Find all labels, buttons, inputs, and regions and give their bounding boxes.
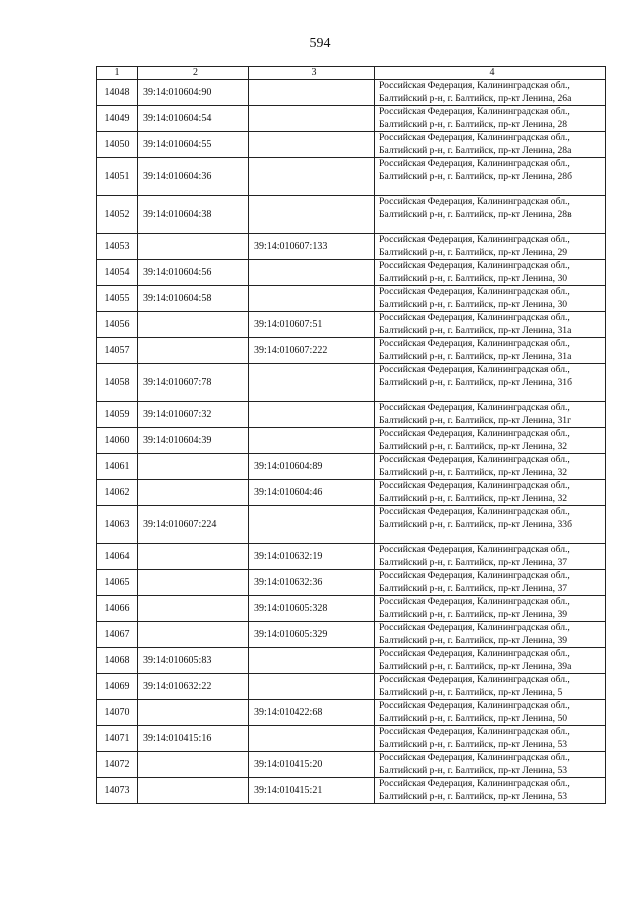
row-number: 14048 bbox=[97, 80, 138, 106]
address-cell: Российская Федерация, Калининградская обл., Балтийский р-н, г. Балтийск, пр-кт Ленина, 53 bbox=[375, 752, 606, 778]
cadastral-number: 39:14:010632:22 bbox=[138, 674, 249, 700]
cadastral-number bbox=[138, 596, 249, 622]
address-cell: Российская Федерация, Калининградская обл., Балтийский р-н, г. Балтийск, пр-кт Ленина, 37 bbox=[375, 570, 606, 596]
address-cell: Российская Федерация, Калининградская обл., Балтийский р-н, г. Балтийск, пр-кт Ленина, 53 bbox=[375, 726, 606, 752]
table-row bbox=[97, 428, 606, 454]
cadastral-number bbox=[138, 312, 249, 338]
cadastral-number bbox=[138, 622, 249, 648]
cadastral-number: 39:14:010604:58 bbox=[138, 286, 249, 312]
building-cadastral-number: 39:14:010604:46 bbox=[249, 480, 375, 506]
address-cell: Российская Федерация, Калининградская обл., Балтийский р-н, г. Балтийск, пр-кт Ленина, 39 bbox=[375, 622, 606, 648]
table-row bbox=[97, 570, 606, 596]
building-cadastral-number bbox=[249, 260, 375, 286]
address-cell: Российская Федерация, Калининградская обл., Балтийский р-н, г. Балтийск, пр-кт Ленина, 26а bbox=[375, 80, 606, 106]
cadastral-number: 39:14:010607:224 bbox=[138, 506, 249, 544]
row-number: 14070 bbox=[97, 700, 138, 726]
table-row bbox=[97, 778, 606, 804]
cadastral-number bbox=[138, 544, 249, 570]
table-row bbox=[97, 480, 606, 506]
building-cadastral-number: 39:14:010415:20 bbox=[249, 752, 375, 778]
cadastral-number: 39:14:010604:38 bbox=[138, 196, 249, 234]
row-number: 14062 bbox=[97, 480, 138, 506]
cadastral-number: 39:14:010604:90 bbox=[138, 80, 249, 106]
address-cell: Российская Федерация, Калининградская обл., Балтийский р-н, г. Балтийск, пр-кт Ленина, 32 bbox=[375, 480, 606, 506]
building-cadastral-number bbox=[249, 80, 375, 106]
table-row bbox=[97, 726, 606, 752]
row-number: 14052 bbox=[97, 196, 138, 234]
address-cell: Российская Федерация, Калининградская обл., Балтийский р-н, г. Балтийск, пр-кт Ленина, 37 bbox=[375, 544, 606, 570]
cadastral-number: 39:14:010604:54 bbox=[138, 106, 249, 132]
address-cell: Российская Федерация, Калининградская обл., Балтийский р-н, г. Балтийск, пр-кт Ленина, 30 bbox=[375, 286, 606, 312]
address-cell: Российская Федерация, Калининградская обл., Балтийский р-н, г. Балтийск, пр-кт Ленина, 32 bbox=[375, 454, 606, 480]
row-number: 14057 bbox=[97, 338, 138, 364]
address-cell: Российская Федерация, Калининградская обл., Балтийский р-н, г. Балтийск, пр-кт Ленина, 50 bbox=[375, 700, 606, 726]
table-body bbox=[97, 80, 606, 804]
building-cadastral-number bbox=[249, 196, 375, 234]
table-row bbox=[97, 338, 606, 364]
building-cadastral-number: 39:14:010632:19 bbox=[249, 544, 375, 570]
address-cell: Российская Федерация, Калининградская обл., Балтийский р-н, г. Балтийск, пр-кт Ленина, 28а bbox=[375, 132, 606, 158]
row-number: 14049 bbox=[97, 106, 138, 132]
row-number: 14060 bbox=[97, 428, 138, 454]
table-row bbox=[97, 80, 606, 106]
registry-table bbox=[96, 66, 606, 804]
cadastral-number: 39:14:010605:83 bbox=[138, 648, 249, 674]
table-row bbox=[97, 544, 606, 570]
building-cadastral-number: 39:14:010607:51 bbox=[249, 312, 375, 338]
building-cadastral-number bbox=[249, 402, 375, 428]
cadastral-number: 39:14:010415:16 bbox=[138, 726, 249, 752]
row-number: 14065 bbox=[97, 570, 138, 596]
row-number: 14071 bbox=[97, 726, 138, 752]
address-cell: Российская Федерация, Калининградская обл., Балтийский р-н, г. Балтийск, пр-кт Ленина, 32 bbox=[375, 428, 606, 454]
address-cell: Российская Федерация, Калининградская обл., Балтийский р-н, г. Балтийск, пр-кт Ленина, 5 bbox=[375, 674, 606, 700]
building-cadastral-number: 39:14:010604:89 bbox=[249, 454, 375, 480]
address-cell: Российская Федерация, Калининградская обл., Балтийский р-н, г. Балтийск, пр-кт Ленина, 53 bbox=[375, 778, 606, 804]
cadastral-number bbox=[138, 234, 249, 260]
table-row bbox=[97, 402, 606, 428]
table-row bbox=[97, 234, 606, 260]
column-header-4: 4 bbox=[375, 67, 606, 80]
cadastral-number bbox=[138, 570, 249, 596]
row-number: 14068 bbox=[97, 648, 138, 674]
building-cadastral-number bbox=[249, 286, 375, 312]
building-cadastral-number: 39:14:010605:329 bbox=[249, 622, 375, 648]
building-cadastral-number: 39:14:010415:21 bbox=[249, 778, 375, 804]
address-cell: Российская Федерация, Калининградская обл., Балтийский р-н, г. Балтийск, пр-кт Ленина, 31а bbox=[375, 338, 606, 364]
cadastral-number bbox=[138, 338, 249, 364]
cadastral-number: 39:14:010604:55 bbox=[138, 132, 249, 158]
building-cadastral-number: 39:14:010632:36 bbox=[249, 570, 375, 596]
address-cell: Российская Федерация, Калининградская обл., Балтийский р-н, г. Балтийск, пр-кт Ленина, 28 bbox=[375, 106, 606, 132]
table-row bbox=[97, 158, 606, 196]
column-header-2: 2 bbox=[138, 67, 249, 80]
table-row bbox=[97, 286, 606, 312]
row-number: 14067 bbox=[97, 622, 138, 648]
table-row bbox=[97, 506, 606, 544]
table-row bbox=[97, 364, 606, 402]
table-row bbox=[97, 622, 606, 648]
row-number: 14051 bbox=[97, 158, 138, 196]
table-row bbox=[97, 106, 606, 132]
column-header-3: 3 bbox=[249, 67, 375, 80]
table-row bbox=[97, 260, 606, 286]
table-row bbox=[97, 700, 606, 726]
building-cadastral-number bbox=[249, 674, 375, 700]
row-number: 14073 bbox=[97, 778, 138, 804]
cadastral-number: 39:14:010607:32 bbox=[138, 402, 249, 428]
address-cell: Российская Федерация, Калининградская обл., Балтийский р-н, г. Балтийск, пр-кт Ленина, 29 bbox=[375, 234, 606, 260]
row-number: 14066 bbox=[97, 596, 138, 622]
address-cell: Российская Федерация, Калининградская обл., Балтийский р-н, г. Балтийск, пр-кт Ленина, 39 bbox=[375, 596, 606, 622]
address-cell: Российская Федерация, Калининградская обл., Балтийский р-н, г. Балтийск, пр-кт Ленина, 28б bbox=[375, 158, 606, 196]
row-number: 14058 bbox=[97, 364, 138, 402]
row-number: 14054 bbox=[97, 260, 138, 286]
row-number: 14050 bbox=[97, 132, 138, 158]
cadastral-number: 39:14:010604:39 bbox=[138, 428, 249, 454]
building-cadastral-number: 39:14:010607:222 bbox=[249, 338, 375, 364]
row-number: 14053 bbox=[97, 234, 138, 260]
page-number: 594 bbox=[309, 36, 331, 51]
table-header-row bbox=[97, 67, 606, 80]
cadastral-number: 39:14:010604:36 bbox=[138, 158, 249, 196]
row-number: 14072 bbox=[97, 752, 138, 778]
address-cell: Российская Федерация, Калининградская обл., Балтийский р-н, г. Балтийск, пр-кт Ленина, 31а bbox=[375, 312, 606, 338]
building-cadastral-number bbox=[249, 428, 375, 454]
row-number: 14056 bbox=[97, 312, 138, 338]
address-cell: Российская Федерация, Калининградская обл., Балтийский р-н, г. Балтийск, пр-кт Ленина, 31г bbox=[375, 402, 606, 428]
row-number: 14061 bbox=[97, 454, 138, 480]
table-row bbox=[97, 196, 606, 234]
row-number: 14063 bbox=[97, 506, 138, 544]
address-cell: Российская Федерация, Калининградская обл., Балтийский р-н, г. Балтийск, пр-кт Ленина, 30 bbox=[375, 260, 606, 286]
cadastral-number bbox=[138, 752, 249, 778]
building-cadastral-number bbox=[249, 364, 375, 402]
building-cadastral-number: 39:14:010422:68 bbox=[249, 700, 375, 726]
building-cadastral-number: 39:14:010605:328 bbox=[249, 596, 375, 622]
table-row bbox=[97, 596, 606, 622]
address-cell: Российская Федерация, Калининградская обл., Балтийский р-н, г. Балтийск, пр-кт Ленина, 28в bbox=[375, 196, 606, 234]
building-cadastral-number bbox=[249, 106, 375, 132]
cadastral-number: 39:14:010604:56 bbox=[138, 260, 249, 286]
cadastral-number: 39:14:010607:78 bbox=[138, 364, 249, 402]
table-row bbox=[97, 132, 606, 158]
table-row bbox=[97, 454, 606, 480]
table-row bbox=[97, 674, 606, 700]
table-row bbox=[97, 752, 606, 778]
address-cell: Российская Федерация, Калининградская обл., Балтийский р-н, г. Балтийск, пр-кт Ленина, 39а bbox=[375, 648, 606, 674]
building-cadastral-number bbox=[249, 648, 375, 674]
address-cell: Российская Федерация, Калининградская обл., Балтийский р-н, г. Балтийск, пр-кт Ленина, 31б bbox=[375, 364, 606, 402]
table-row bbox=[97, 648, 606, 674]
cadastral-number bbox=[138, 778, 249, 804]
building-cadastral-number bbox=[249, 132, 375, 158]
row-number: 14069 bbox=[97, 674, 138, 700]
row-number: 14064 bbox=[97, 544, 138, 570]
building-cadastral-number bbox=[249, 726, 375, 752]
cadastral-number bbox=[138, 480, 249, 506]
row-number: 14055 bbox=[97, 286, 138, 312]
cadastral-number bbox=[138, 454, 249, 480]
cadastral-number bbox=[138, 700, 249, 726]
column-header-1: 1 bbox=[97, 67, 138, 80]
address-cell: Российская Федерация, Калининградская обл., Балтийский р-н, г. Балтийск, пр-кт Ленина, 33б bbox=[375, 506, 606, 544]
table-row bbox=[97, 312, 606, 338]
building-cadastral-number bbox=[249, 506, 375, 544]
building-cadastral-number: 39:14:010607:133 bbox=[249, 234, 375, 260]
row-number: 14059 bbox=[97, 402, 138, 428]
building-cadastral-number bbox=[249, 158, 375, 196]
